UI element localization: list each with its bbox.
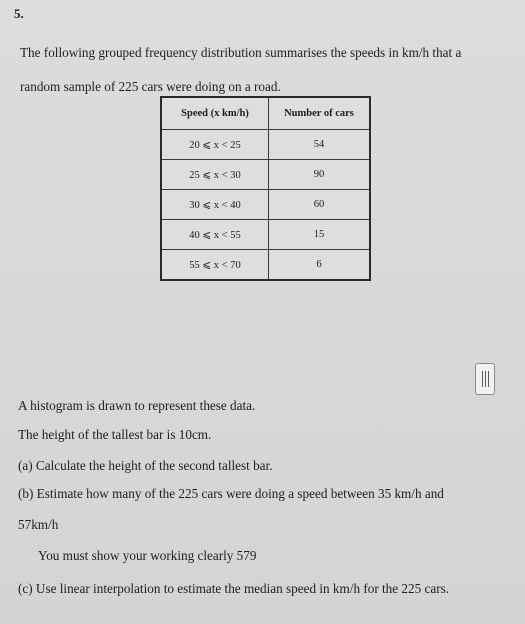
column-header-count: Number of cars [269, 97, 371, 130]
table-row [161, 190, 370, 220]
intro-line-1: The following grouped frequency distribution summarises the speeds in km/h that a [20, 45, 462, 60]
vertical-lines-handle-icon[interactable] [475, 363, 495, 395]
question-number: 5. [14, 6, 24, 21]
handle-line [482, 371, 483, 387]
column-header-speed: Speed (x km/h) [161, 97, 269, 130]
car-count-cell: 6 [269, 250, 371, 281]
car-count-cell: 15 [269, 220, 371, 250]
question-intro [20, 36, 500, 104]
car-count-cell: 90 [269, 160, 371, 190]
part-a-question: (a) Calculate the height of the second tallest bar. [18, 458, 273, 473]
tallest-bar-statement: The height of the tallest bar is 10cm. [18, 427, 212, 442]
speed-interval-cell: 30 ⩽ x < 40 [161, 190, 269, 220]
working-instruction: You must show your working clearly 579 [38, 548, 257, 563]
speed-interval-cell: 20 ⩽ x < 25 [161, 130, 269, 160]
frequency-table [160, 96, 371, 281]
table-row [161, 220, 370, 250]
speed-interval-cell: 25 ⩽ x < 30 [161, 160, 269, 190]
speed-interval-cell: 55 ⩽ x < 70 [161, 250, 269, 281]
car-count-cell: 60 [269, 190, 371, 220]
part-b-question-line-2: 57km/h [18, 517, 59, 532]
histogram-statement: A histogram is drawn to represent these data. [18, 398, 256, 413]
part-c-question: (c) Use linear interpolation to estimate the median speed in km/h for the 225 cars. [18, 581, 450, 596]
table-header-row [161, 97, 370, 130]
table-row [161, 160, 370, 190]
handle-line [488, 371, 489, 387]
table-row [161, 130, 370, 160]
car-count-cell: 54 [269, 130, 371, 160]
part-b-question-line-1: (b) Estimate how many of the 225 cars were doing a speed between 35 km/h and [18, 486, 444, 501]
handle-line [485, 371, 486, 387]
intro-line-2: random sample of 225 cars were doing on a road. [20, 79, 281, 94]
speed-interval-cell: 40 ⩽ x < 55 [161, 220, 269, 250]
table-row [161, 250, 370, 281]
